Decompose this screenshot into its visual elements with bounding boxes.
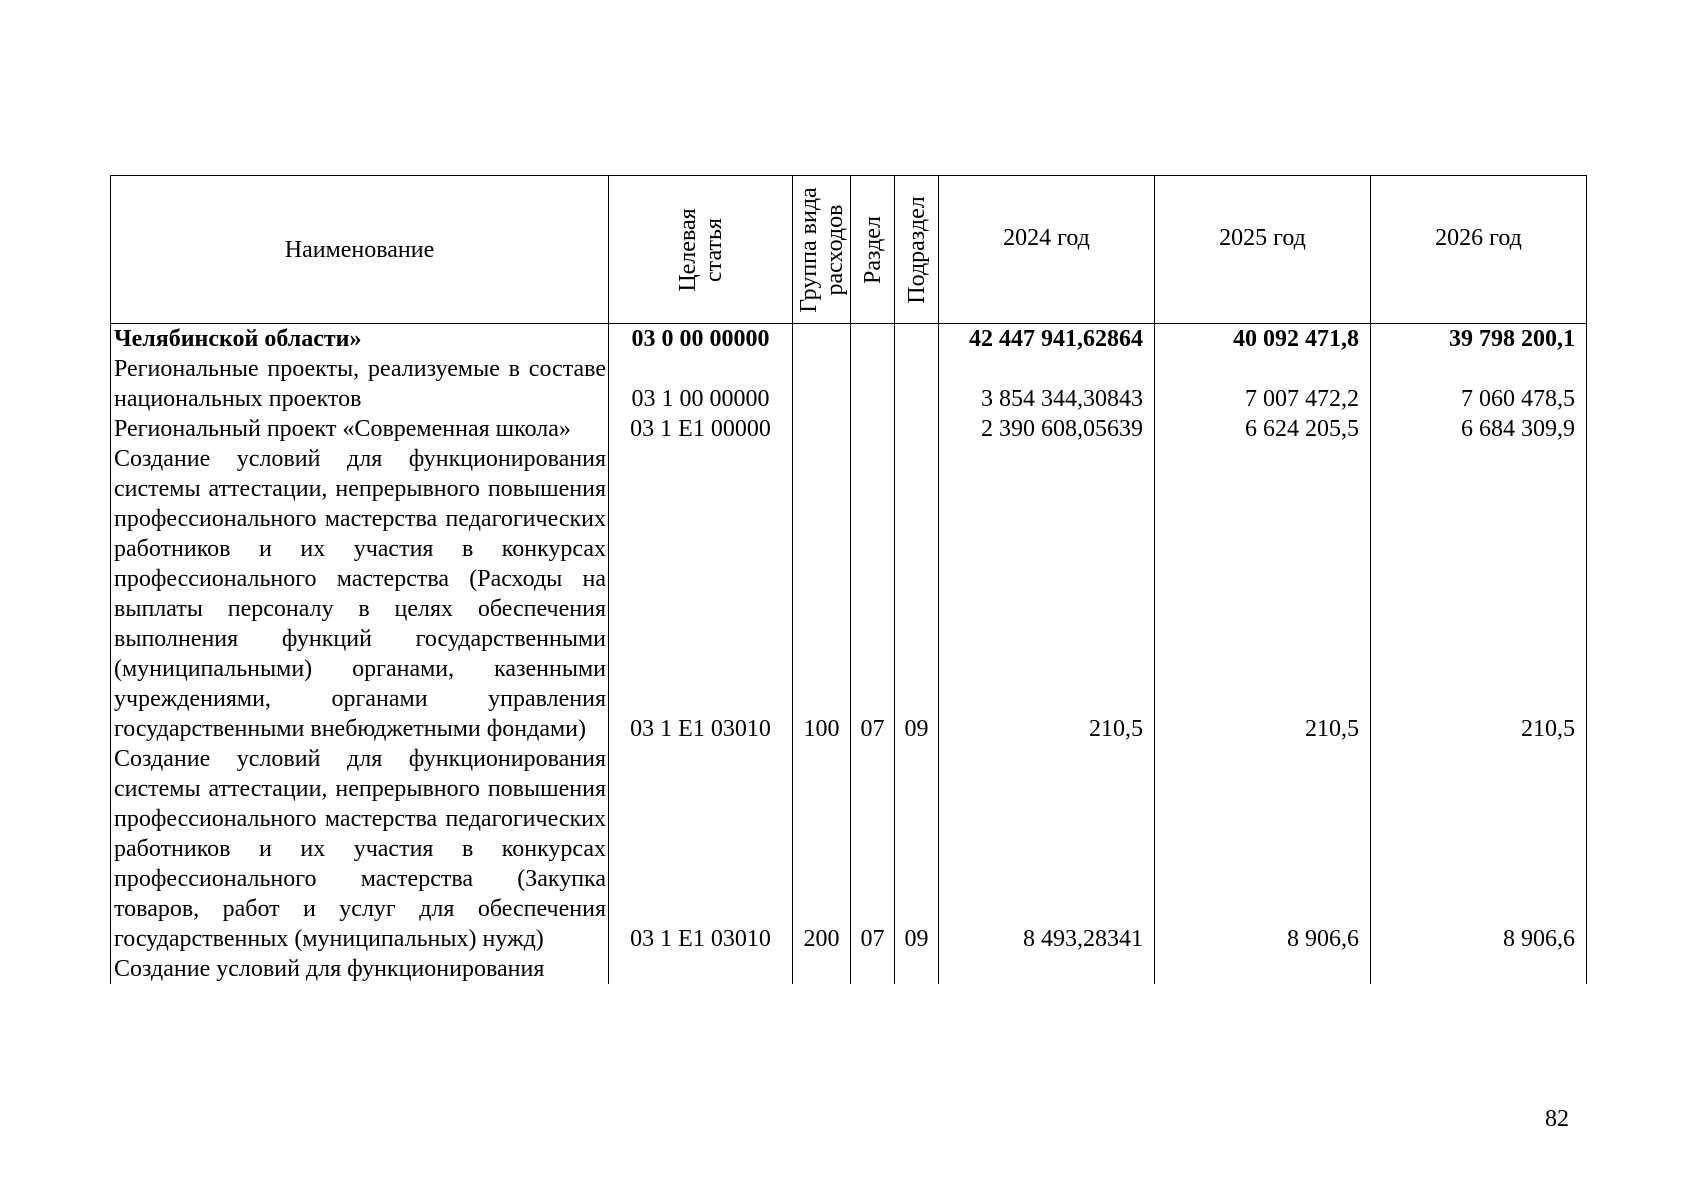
row-2024: 42 447 941,62864 xyxy=(939,324,1155,355)
row-section xyxy=(851,324,895,355)
row-2024: 3 854 344,30843 xyxy=(939,354,1155,414)
row-target-article: 03 1 E1 00000 xyxy=(609,414,793,444)
table-row xyxy=(111,414,1587,444)
row-name: Региональные проекты, реализуемые в составе национальных проектов xyxy=(111,354,609,414)
header-name: Наименование xyxy=(111,176,609,324)
row-expense-group xyxy=(793,414,851,444)
row-2025 xyxy=(1155,954,1371,984)
row-2024 xyxy=(939,954,1155,984)
row-2024: 210,5 xyxy=(939,444,1155,744)
header-subsection: Подраздел xyxy=(895,176,939,324)
row-2025: 210,5 xyxy=(1155,444,1371,744)
row-subsection: 09 xyxy=(895,444,939,744)
row-2025: 6 624 205,5 xyxy=(1155,414,1371,444)
header-target-article: Целевая статья xyxy=(609,176,793,324)
header-section: Раздел xyxy=(851,176,895,324)
row-2026: 6 684 309,9 xyxy=(1371,414,1587,444)
row-2026: 210,5 xyxy=(1371,444,1587,744)
row-target-article: 03 1 00 00000 xyxy=(609,354,793,414)
row-subsection xyxy=(895,324,939,355)
budget-table xyxy=(110,175,1587,984)
row-subsection xyxy=(895,414,939,444)
row-2025: 40 092 471,8 xyxy=(1155,324,1371,355)
row-2025: 7 007 472,2 xyxy=(1155,354,1371,414)
row-2024: 8 493,28341 xyxy=(939,744,1155,954)
row-target-article: 03 1 E1 03010 xyxy=(609,744,793,954)
row-section: 07 xyxy=(851,444,895,744)
header-2024: 2024 год xyxy=(939,176,1155,324)
row-section: 07 xyxy=(851,744,895,954)
row-expense-group: 100 xyxy=(793,444,851,744)
row-target-article: 03 0 00 00000 xyxy=(609,324,793,355)
row-2026: 39 798 200,1 xyxy=(1371,324,1587,355)
table-row xyxy=(111,954,1587,984)
budget-table-sheet xyxy=(110,175,1586,1081)
header-2026: 2026 год xyxy=(1371,176,1587,324)
row-target-article: 03 1 E1 03010 xyxy=(609,444,793,744)
row-subsection xyxy=(895,354,939,414)
row-subsection: 09 xyxy=(895,744,939,954)
table-row xyxy=(111,324,1587,355)
row-subsection xyxy=(895,954,939,984)
table-row xyxy=(111,444,1587,744)
row-2024: 2 390 608,05639 xyxy=(939,414,1155,444)
row-expense-group xyxy=(793,354,851,414)
table-row xyxy=(111,744,1587,954)
row-section xyxy=(851,954,895,984)
row-expense-group xyxy=(793,954,851,984)
table-row xyxy=(111,354,1587,414)
row-name: Региональный проект «Современная школа» xyxy=(111,414,609,444)
row-name: Создание условий для функционирования системы аттестации, непрерывного повышения профессионального мастерства педагогических работников и их участия в конкурсах профессионального мастерства (Расходы на выплаты персоналу в целях обеспечения выполнения функций государственными (муниципальными) органами, казенными учреждениями, органами управления государственными внебюджетными фондами) xyxy=(111,444,609,744)
row-2026: 8 906,6 xyxy=(1371,744,1587,954)
row-2026 xyxy=(1371,954,1587,984)
row-name: Челябинской области» xyxy=(111,324,609,355)
row-section xyxy=(851,414,895,444)
row-2025: 8 906,6 xyxy=(1155,744,1371,954)
row-name: Создание условий для функционирования системы аттестации, непрерывного повышения профессионального мастерства педагогических работников и их участия в конкурсах профессионального мастерства (Закупка товаров, работ и услуг для обеспечения государственных (муниципальных) нужд) xyxy=(111,744,609,954)
row-expense-group xyxy=(793,324,851,355)
row-target-article xyxy=(609,954,793,984)
header-expense-group: Группа вида расходов xyxy=(793,176,851,324)
row-section xyxy=(851,354,895,414)
header-2025: 2025 год xyxy=(1155,176,1371,324)
table-header-row xyxy=(111,176,1587,324)
row-name: Создание условий для функционирования xyxy=(111,954,609,984)
page-number: 82 xyxy=(1545,1106,1569,1132)
row-2026: 7 060 478,5 xyxy=(1371,354,1587,414)
row-expense-group: 200 xyxy=(793,744,851,954)
